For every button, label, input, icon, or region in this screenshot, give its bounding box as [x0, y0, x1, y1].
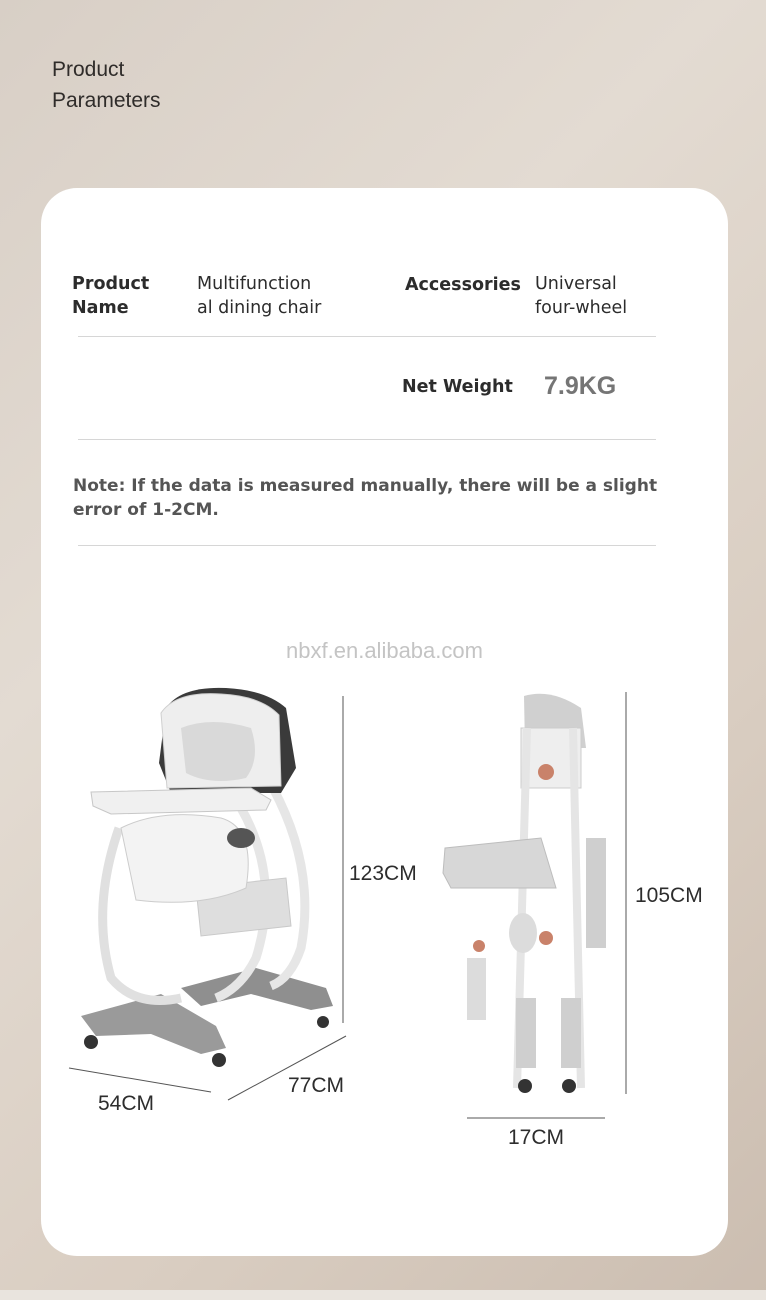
page-title-line2: Parameters — [52, 89, 161, 112]
high-chair-open-image — [81, 688, 333, 1067]
dimension-width: 54CM — [98, 1092, 155, 1115]
accessories-label: Accessories — [405, 275, 521, 295]
accessories-value-line2: four-wheel — [535, 298, 628, 318]
product-name-label-line2: Name — [72, 298, 129, 318]
net-weight-label: Net Weight — [402, 377, 513, 397]
dimension-thickness-folded: 17CM — [508, 1126, 565, 1149]
page-title-line1: Product — [52, 58, 125, 81]
net-weight-value: 7.9KG — [544, 372, 617, 400]
product-name-value-line1: Multifunction — [197, 274, 312, 294]
high-chair-folded-image — [443, 694, 606, 1093]
watermark: nbxf.en.alibaba.com — [286, 638, 483, 663]
parameters-card — [41, 188, 728, 1256]
bottom-band — [0, 1290, 766, 1300]
measurement-note: Note: If the data is measured manually, there will be a slight error of 1-2CM. — [73, 476, 658, 520]
page-title — [52, 54, 161, 116]
product-name-value-line2: al dining chair — [197, 298, 322, 318]
dimension-height-open: 123CM — [349, 862, 417, 885]
product-name-label-line1: Product — [72, 274, 150, 294]
dimension-depth: 77CM — [288, 1074, 345, 1097]
accessories-value-line1: Universal — [535, 274, 617, 294]
dimension-height-folded: 105CM — [635, 884, 703, 907]
